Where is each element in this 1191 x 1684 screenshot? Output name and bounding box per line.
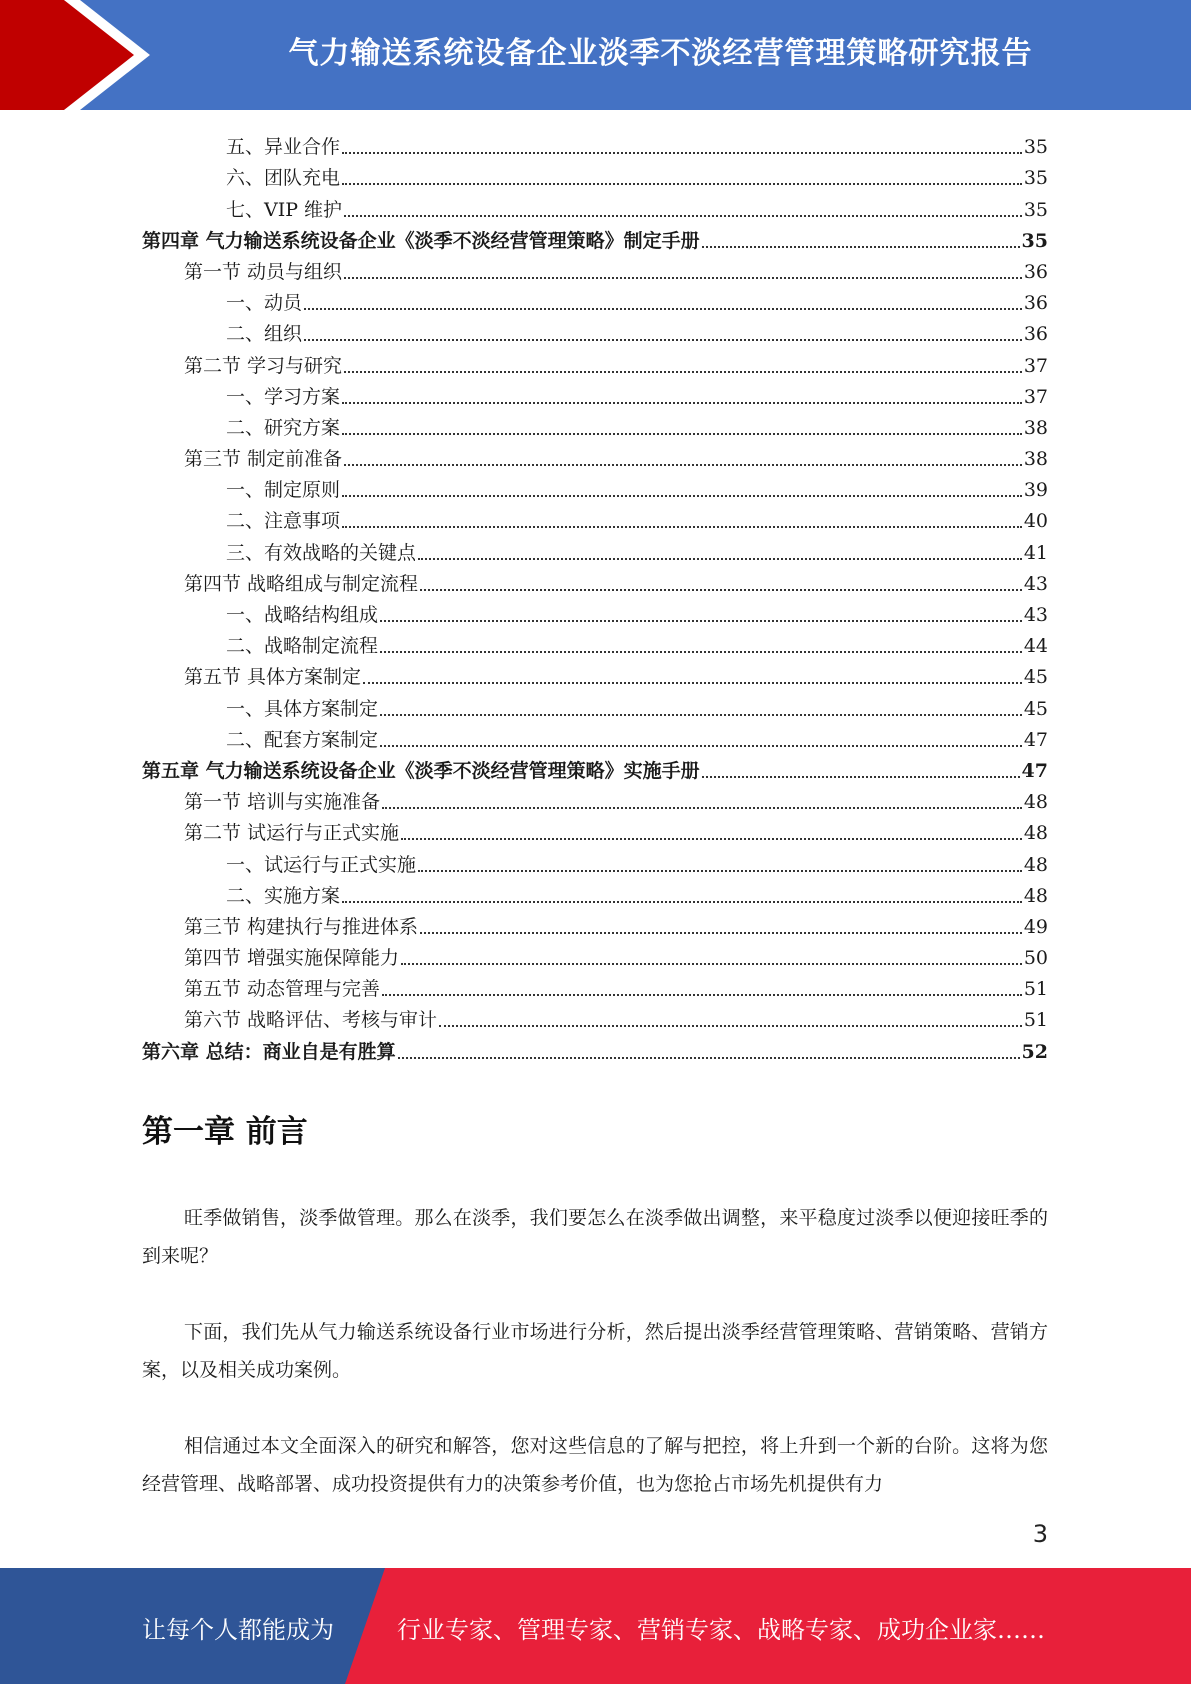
toc-entry[interactable] [142, 689, 1048, 720]
toc-entry-page: 38 [1023, 448, 1048, 471]
toc-leader-dots [382, 994, 1022, 996]
toc-entry-page: 35 [1023, 167, 1048, 190]
paragraph-2: 下面，我们先从气力输送系统设备行业市场进行分析，然后提出淡季经营管理策略、营销策略、营销方案，以及相关成功案例。 [142, 1321, 1048, 1381]
toc-leader-dots [342, 901, 1022, 903]
toc-entry-title: 二、研究方案 [226, 416, 341, 439]
toc-entry-title: 第三节 制定前准备 [184, 448, 343, 471]
toc-entry[interactable] [142, 596, 1048, 627]
toc-entry[interactable] [142, 222, 1048, 253]
toc-leader-dots [382, 807, 1022, 809]
toc-entry-page: 43 [1023, 604, 1048, 626]
toc-entry-page: 50 [1023, 947, 1048, 970]
toc-leader-dots [342, 495, 1022, 497]
toc-entry[interactable] [142, 783, 1048, 814]
toc-entry-page: 36 [1023, 292, 1048, 315]
toc-leader-dots [344, 277, 1022, 279]
toc-entry[interactable] [142, 658, 1048, 689]
toc-entry[interactable] [142, 1001, 1048, 1032]
toc-entry-title: 二、战略制定流程 [226, 635, 379, 658]
toc-entry-title: 第五节 具体方案制定 [184, 666, 362, 689]
toc-entry-page: 35 [1023, 136, 1048, 159]
toc-leader-dots [380, 620, 1022, 622]
page-number: 3 [1032, 1520, 1048, 1548]
toc-leader-dots [363, 682, 1022, 684]
report-title: 气力输送系统设备企业淡季不淡经营管理策略研究报告 [288, 36, 1033, 71]
toc-entry-title: 第二节 学习与研究 [184, 354, 343, 377]
toc-entry[interactable] [142, 471, 1048, 502]
toc-leader-dots [439, 1025, 1022, 1027]
toc-leader-dots [398, 1057, 1020, 1059]
toc-entry-title: 五、异业合作 [226, 136, 341, 159]
toc-entry-title: 二、配套方案制定 [226, 728, 379, 751]
footer-slogan-left: 让每个人都能成为 [142, 1616, 334, 1644]
toc-entry-page: 47 [1021, 759, 1048, 782]
toc-entry[interactable] [142, 845, 1048, 876]
toc-entry-page: 48 [1023, 791, 1048, 814]
toc-leader-dots [702, 246, 1020, 248]
toc-leader-dots [380, 714, 1022, 716]
toc-entry[interactable] [142, 814, 1048, 845]
toc-entry-title: 二、组织 [226, 323, 303, 346]
toc-entry-title: 第四章 气力输送系统设备企业《淡季不淡经营管理策略》制定手册 [142, 229, 700, 252]
toc-entry-page: 49 [1023, 915, 1048, 938]
toc-entry-page: 36 [1023, 323, 1048, 346]
toc-leader-dots [342, 183, 1022, 185]
toc-entry[interactable] [142, 284, 1048, 315]
toc-entry-title: 第三节 构建执行与推进体系 [184, 915, 419, 938]
toc-entry-page: 51 [1023, 1009, 1048, 1032]
toc-entry[interactable] [142, 908, 1048, 939]
toc-entry-page: 38 [1023, 416, 1048, 439]
toc-entry-title: 第五章 气力输送系统设备企业《淡季不淡经营管理策略》实施手册 [142, 759, 700, 782]
toc-leader-dots [344, 371, 1022, 373]
toc-entry-page: 40 [1023, 510, 1048, 533]
toc-entry[interactable] [142, 190, 1048, 221]
toc-entry-page: 37 [1023, 354, 1048, 377]
footer-slogan-right: 行业专家、管理专家、营销专家、战略专家、成功企业家…… [397, 1616, 1045, 1644]
toc-leader-dots [418, 870, 1022, 872]
toc-entry-title: 一、具体方案制定 [226, 697, 379, 720]
toc-entry-title: 六、团队充电 [226, 167, 341, 190]
toc-leader-dots [380, 651, 1022, 653]
toc-entry-title: 第二节 试运行与正式实施 [184, 822, 400, 845]
toc-entry-page: 45 [1023, 697, 1048, 720]
toc-entry[interactable] [142, 159, 1048, 190]
page-header [0, 0, 1191, 110]
toc-entry[interactable] [142, 440, 1048, 471]
toc-entry-title: 二、实施方案 [226, 884, 341, 907]
toc-entry[interactable] [142, 721, 1048, 752]
toc-entry-page: 44 [1023, 635, 1048, 658]
toc-entry-title: 二、注意事项 [226, 510, 341, 533]
toc-leader-dots [344, 215, 1022, 217]
toc-entry-page: 51 [1023, 978, 1048, 1001]
toc-entry-title: 第一节 培训与实施准备 [184, 791, 381, 814]
toc-leader-dots [401, 963, 1022, 965]
toc-entry-title: 第六节 战略评估、考核与审计 [184, 1009, 438, 1032]
toc-leader-dots [342, 402, 1022, 404]
toc-entry-page: 47 [1023, 728, 1048, 751]
toc-entry-page: 48 [1023, 853, 1048, 876]
toc-entry[interactable] [142, 565, 1048, 596]
toc-leader-dots [418, 558, 1022, 560]
toc-entry[interactable] [142, 877, 1048, 908]
toc-entry-page: 52 [1021, 1040, 1048, 1063]
toc-leader-dots [304, 308, 1022, 310]
toc-entry-title: 一、试运行与正式实施 [226, 853, 417, 876]
toc-entry-page: 45 [1023, 666, 1048, 689]
toc-entry-title: 第六章 总结：商业自是有胜算 [142, 1040, 396, 1063]
toc-entry-page: 43 [1023, 572, 1048, 595]
toc-entry-page: 41 [1023, 541, 1048, 564]
toc-entry[interactable] [142, 752, 1048, 783]
toc-entry-page: 39 [1023, 479, 1048, 502]
toc-entry[interactable] [142, 315, 1048, 346]
toc-leader-dots [420, 589, 1022, 591]
toc-entry-page: 36 [1023, 260, 1048, 283]
toc-entry-title: 七、VIP 维护 [226, 198, 343, 221]
toc-entry[interactable] [142, 346, 1048, 377]
toc-entry-page: 37 [1023, 385, 1048, 408]
toc-leader-dots [344, 464, 1022, 466]
toc-entry-title: 一、制定原则 [226, 479, 341, 502]
toc-leader-dots [702, 776, 1020, 778]
toc-entry[interactable] [142, 409, 1048, 440]
toc-entry-title: 一、战略结构组成 [226, 604, 379, 626]
red-arrow-icon [0, 0, 160, 110]
toc-entry-title: 一、动员 [226, 292, 303, 315]
toc-entry-title: 第四节 增强实施保障能力 [184, 947, 400, 970]
toc-entry[interactable] [142, 533, 1048, 564]
toc-entry-page: 35 [1023, 198, 1048, 221]
toc-entry-page: 48 [1023, 822, 1048, 845]
toc-leader-dots [380, 745, 1022, 747]
toc-entry-title: 第一节 动员与组织 [184, 260, 343, 283]
paragraph-1: 旺季做销售，淡季做管理。那么在淡季，我们要怎么在淡季做出调整，来平稳度过淡季以便迎接旺季的到来呢？ [142, 1207, 1048, 1267]
toc-entry[interactable] [142, 939, 1048, 970]
toc-entry-title: 第四节 战略组成与制定流程 [184, 572, 419, 595]
toc-leader-dots [342, 526, 1022, 528]
chapter-title: 第一章 前言 [142, 1114, 308, 1150]
toc-leader-dots [304, 339, 1022, 341]
toc-entry[interactable] [142, 378, 1048, 409]
toc-entry-page: 48 [1023, 884, 1048, 907]
toc-leader-dots [342, 433, 1022, 435]
toc-entry[interactable] [142, 970, 1048, 1001]
paragraph-3: 相信通过本文全面深入的研究和解答，您对这些信息的了解与把控，将上升到一个新的台阶。这将为您经营管理、战略部署、成功投资提供有力的决策参考价值，也为您抢占市场先机提供有力 [142, 1435, 1048, 1495]
toc-entry[interactable] [142, 627, 1048, 658]
toc-entry[interactable] [142, 253, 1048, 284]
toc-entry-page: 35 [1021, 229, 1048, 252]
toc-entry-title: 一、学习方案 [226, 385, 341, 408]
toc-leader-dots [401, 838, 1022, 840]
toc-entry-title: 三、有效战略的关键点 [226, 541, 417, 564]
toc-entry[interactable] [142, 502, 1048, 533]
toc-leader-dots [342, 152, 1022, 154]
table-of-contents [142, 128, 1048, 1064]
toc-entry-title: 第五节 动态管理与完善 [184, 978, 381, 1001]
toc-entry[interactable] [142, 128, 1048, 159]
toc-leader-dots [420, 932, 1022, 934]
toc-entry[interactable] [142, 1032, 1048, 1063]
page-footer [0, 1568, 1191, 1684]
